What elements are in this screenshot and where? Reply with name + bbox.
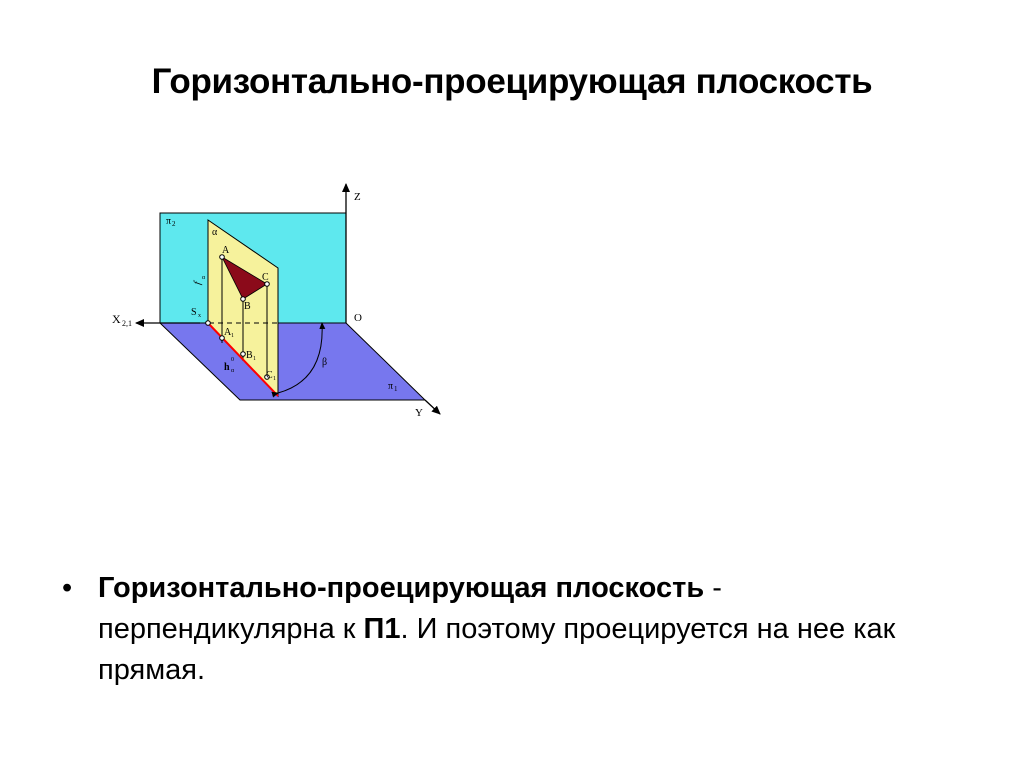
axis-y-label: Y [415,407,423,419]
point-c1-sub: 1 [273,376,276,382]
point-sx-label: S [191,307,197,318]
projection-diagram [100,168,460,433]
trace-h-sub: α [231,368,235,374]
point-b1-sub: 1 [253,356,256,362]
axis-y-line [425,400,440,414]
origin-label: O [354,312,362,324]
point-c1-label: C [266,370,273,381]
axis-x-sub: 2,1 [122,319,132,328]
bullet-text-part1: - перпендикулярна к [98,572,722,645]
trace-f-label: f [192,280,204,286]
bullet-text-part2: . И поэтому проецируется на нее как прямая. [98,613,896,686]
bullet-dot: • [62,572,73,604]
point-sx-dot [206,321,211,326]
plane-alpha-label: α [212,227,218,238]
plane-p2-label: π [166,216,172,227]
point-b1-label: B [246,350,253,361]
slide-title: Горизонтально-проецирующая плоскость [151,62,873,101]
point-a1-sub: 1 [231,333,234,339]
angle-beta-label: β [322,357,328,368]
point-b-label: B [244,301,251,312]
point-b1-dot [241,352,246,357]
trace-h-label: h [224,362,230,373]
point-c-label: C [262,272,269,283]
plane-p1-label: π [388,381,394,392]
point-sx-sub: x [198,313,201,319]
bullet-text [98,568,938,691]
plane-p1-sub: 1 [394,385,398,393]
plane-p2-sub: 2 [172,220,176,228]
trace-h-sup: 0 [231,357,234,363]
projection-diagram-svg [100,168,460,433]
point-a1-label: A [224,327,232,338]
bullet-bold-p1: П1 [363,613,401,645]
axis-x-label: X [112,312,121,326]
horizontal-plane-p1 [160,323,425,400]
axis-z-label: Z [354,191,361,203]
bullet-bold-term: Горизонтально-проецирующая плоскость [98,572,705,604]
trace-f-sub: α [202,275,206,281]
point-a-label: A [222,245,230,256]
